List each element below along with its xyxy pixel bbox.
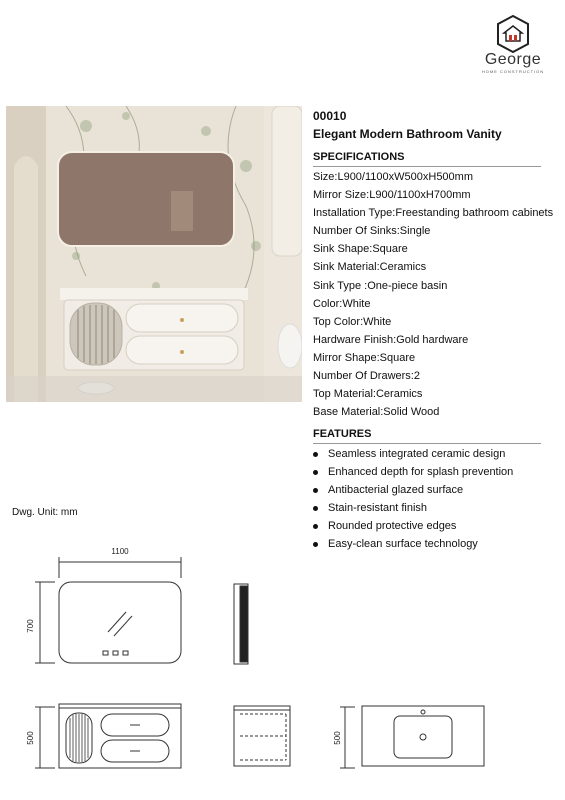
spec-item: Mirror Size:L900/1100xH700mm (313, 189, 471, 202)
mirror-side-drawing (234, 584, 248, 664)
cabinet-height-dimension: 500 (26, 731, 35, 745)
spec-item: Base Material:Solid Wood (313, 406, 440, 419)
features-list (313, 445, 513, 554)
spec-item: Size:L900/1100xW500xH500mm (313, 171, 473, 183)
spec-item: Number Of Drawers:2 (313, 370, 420, 383)
spec-item: Top Material:Ceramics (313, 388, 423, 401)
feature-item: Stain-resistant finish (313, 499, 513, 517)
feature-item: Rounded protective edges (313, 517, 513, 535)
brand-tagline: HOME CONSTRUCTION (481, 69, 545, 74)
feature-item: Easy-clean surface technology (313, 535, 513, 553)
spec-item: Number Of Sinks:Single (313, 225, 431, 238)
technical-drawings (0, 540, 565, 795)
product-title: Elegant Modern Bathroom Vanity (313, 127, 502, 141)
spec-item: Top Color:White (313, 315, 392, 328)
spec-item: Mirror Shape:Square (313, 351, 416, 364)
feature-item: Antibacterial glazed surface (313, 481, 513, 499)
mirror-width-dimension: 1100 (111, 547, 129, 556)
brand-name: George (484, 51, 542, 68)
spec-item: Sink Shape:Square (313, 243, 408, 256)
basin-height-dimension: 500 (333, 731, 342, 745)
spec-item: Color:White (313, 297, 371, 310)
specifications-list (313, 168, 553, 421)
cabinet-side-drawing (234, 706, 290, 766)
drawing-unit-label: Dwg. Unit: mm (12, 507, 78, 518)
house-hexagon-icon (478, 14, 548, 54)
mirror-front-drawing (35, 557, 181, 663)
brand-logo (478, 14, 548, 84)
specifications-heading: SPECIFICATIONS (313, 151, 541, 167)
product-code: 00010 (313, 109, 347, 123)
cabinet-front-drawing (35, 704, 181, 768)
product-photo (6, 106, 302, 402)
spec-item: Hardware Finish:Gold hardware (313, 333, 469, 346)
mirror-height-dimension: 700 (26, 619, 35, 633)
feature-item: Seamless integrated ceramic design (313, 445, 513, 463)
features-heading: FEATURES (313, 428, 541, 444)
spec-item: Sink Type :One-piece basin (313, 279, 448, 292)
spec-item: Installation Type:Freestanding bathroom cabinets (313, 207, 554, 220)
spec-item: Sink Material:Ceramics (313, 261, 427, 274)
feature-item: Enhanced depth for splash prevention (313, 463, 513, 481)
basin-top-drawing (340, 706, 484, 768)
